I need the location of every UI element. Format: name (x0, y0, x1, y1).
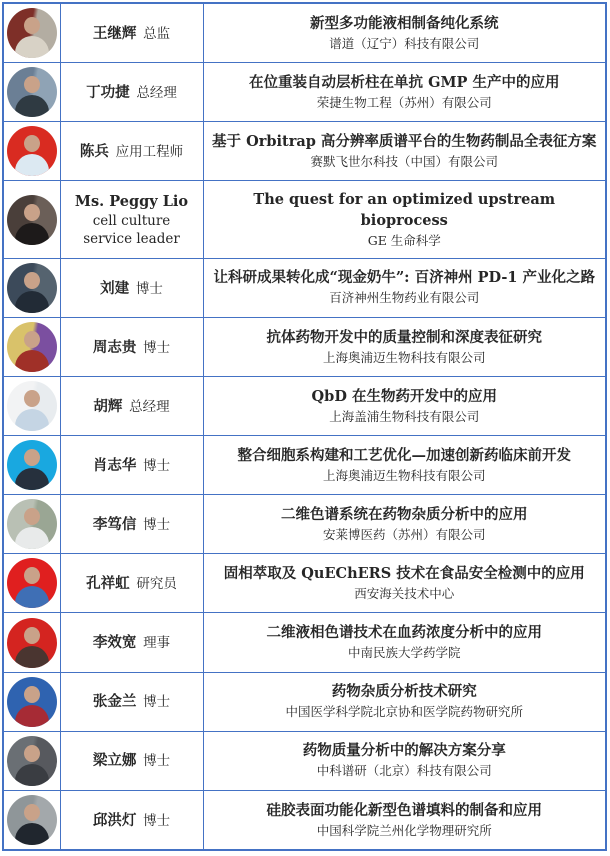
speaker-cell (60, 672, 203, 731)
speaker-cell (60, 63, 203, 122)
talk-cell (203, 790, 606, 850)
talk-title: 二维色谱系统在药物杂质分析中的应用 (281, 505, 528, 523)
person-head-icon (24, 17, 40, 34)
person-torso-icon (15, 291, 49, 313)
organization: 中科谱研（北京）科技有限公司 (316, 763, 492, 779)
speaker-cell (60, 731, 203, 790)
talk-cell (203, 436, 606, 495)
speaker-cell (60, 258, 203, 317)
speaker-photo (7, 440, 57, 490)
person-head-icon (24, 390, 40, 407)
speaker-table (2, 2, 607, 851)
table-row (3, 672, 606, 731)
speaker-job: 博士 (143, 339, 171, 356)
talk-cell (203, 613, 606, 672)
person-torso-icon (15, 823, 49, 845)
organization: 中国科学院兰州化学物理研究所 (316, 822, 492, 838)
speaker-photo (7, 381, 57, 431)
table-row (3, 436, 606, 495)
person-torso-icon (15, 646, 49, 668)
organization: 赛默飞世尔科技（中国）有限公司 (310, 153, 498, 169)
speaker-cell (60, 613, 203, 672)
speaker-cell (60, 436, 203, 495)
organization: 百济神州生物药业有限公司 (329, 290, 480, 306)
speaker-job: 研究员 (136, 576, 177, 593)
person-torso-icon (15, 409, 49, 431)
talk-title: 固相萃取及 QuEChERS 技术在食品安全检测中的应用 (223, 565, 585, 583)
photo-cell (3, 731, 60, 790)
table-row (3, 790, 606, 850)
organization: 荣捷生物工程（苏州）有限公司 (316, 94, 492, 110)
person-head-icon (24, 627, 40, 644)
table-row (3, 63, 606, 122)
person-torso-icon (15, 154, 49, 176)
speaker-cell (60, 181, 203, 258)
person-torso-icon (15, 527, 49, 549)
photo-cell (3, 554, 60, 613)
talk-title: 新型多功能液相制备纯化系统 (310, 14, 499, 32)
speaker-cell (60, 122, 203, 181)
person-head-icon (24, 567, 40, 584)
table-row (3, 554, 606, 613)
speaker-name: 王继辉 (92, 24, 137, 42)
speaker-job: 博士 (143, 694, 171, 711)
table-row (3, 3, 606, 63)
speaker-job: 博士 (135, 280, 163, 297)
talk-title: 基于 Orbitrap 高分辨率质谱平台的生物药制品全表征方案 (212, 132, 597, 150)
speaker-job: 博士 (143, 517, 171, 533)
speaker-photo (7, 195, 57, 245)
speaker-name: 刘建 (100, 279, 130, 297)
organization: 中南民族大学药学院 (347, 645, 461, 661)
speaker-name: 周志贵 (92, 338, 137, 356)
speaker-photo (7, 558, 57, 608)
talk-title: QbD 在生物药开发中的应用 (311, 387, 497, 405)
talk-cell (203, 258, 606, 317)
speaker-job: 总经理 (129, 398, 170, 415)
speaker-name: 李笃信 (92, 516, 137, 533)
person-torso-icon (15, 95, 49, 117)
person-torso-icon (15, 468, 49, 490)
organization: 上海盖浦生物科技有限公司 (329, 408, 480, 424)
photo-cell (3, 613, 60, 672)
photo-cell (3, 317, 60, 376)
speaker-name: 张金兰 (92, 693, 137, 711)
talk-title: The quest for an optimized upstream bioprocess (253, 190, 556, 229)
table-row (3, 317, 606, 376)
speaker-name: 李效宽 (92, 634, 137, 652)
speaker-name: 梁立娜 (92, 752, 137, 770)
person-torso-icon (15, 586, 49, 608)
organization: GE 生命科学 (367, 232, 441, 248)
speaker-photo (7, 795, 57, 845)
talk-cell (203, 63, 606, 122)
talk-title: 让科研成果转化成“现金奶牛”: 百济神州 PD-1 产业化之路 (213, 269, 596, 287)
talk-cell (203, 377, 606, 436)
person-torso-icon (15, 350, 49, 372)
speaker-photo (7, 263, 57, 313)
talk-cell (203, 317, 606, 376)
speaker-job: cell culture service leader (83, 212, 180, 247)
photo-cell (3, 181, 60, 258)
table-row (3, 258, 606, 317)
speaker-name: 邱洪灯 (92, 811, 137, 829)
speaker-photo (7, 126, 57, 176)
talk-cell (203, 495, 606, 554)
speaker-name: Ms. Peggy Lio (74, 193, 189, 211)
talk-title: 二维液相色谱技术在血药浓度分析中的应用 (266, 624, 542, 642)
photo-cell (3, 122, 60, 181)
table-row (3, 181, 606, 258)
speaker-name: 丁功捷 (86, 83, 130, 101)
speaker-job: 总监 (143, 25, 171, 42)
talk-title: 在位重装自动层析柱在单抗 GMP 生产中的应用 (249, 73, 560, 91)
talk-cell (203, 3, 606, 63)
person-head-icon (24, 686, 40, 703)
photo-cell (3, 3, 60, 63)
photo-cell (3, 63, 60, 122)
table-row (3, 122, 606, 181)
speaker-photo (7, 736, 57, 786)
speaker-cell (60, 495, 203, 554)
organization: 中国医学科学院北京协和医学院药物研究所 (285, 704, 523, 720)
photo-cell (3, 436, 60, 495)
table-row (3, 377, 606, 436)
speaker-name: 胡辉 (93, 397, 123, 415)
organization: 安莱博医药（苏州）有限公司 (322, 526, 486, 542)
talk-title: 硅胶表面功能化新型色谱填料的制备和应用 (266, 801, 542, 819)
person-head-icon (24, 804, 40, 821)
speaker-cell (60, 317, 203, 376)
speaker-job: 应用工程师 (115, 144, 184, 161)
person-head-icon (24, 135, 40, 152)
speaker-cell (60, 3, 203, 63)
talk-cell (203, 554, 606, 613)
organization: 西安海关技术中心 (354, 586, 455, 602)
photo-cell (3, 672, 60, 731)
organization: 谱道（辽宁）科技有限公司 (329, 35, 480, 51)
talk-title: 药物质量分析中的解决方案分享 (302, 742, 506, 760)
speaker-job: 博士 (143, 812, 171, 829)
speaker-job: 博士 (143, 753, 171, 770)
speaker-cell (60, 377, 203, 436)
speaker-cell (60, 554, 203, 613)
talk-cell (203, 672, 606, 731)
speaker-photo (7, 499, 57, 549)
speaker-name: 孔祥虹 (86, 575, 130, 593)
person-torso-icon (15, 764, 49, 786)
talk-title: 抗体药物开发中的质量控制和深度表征研究 (266, 328, 542, 346)
talk-title: 药物杂质分析技术研究 (331, 683, 477, 701)
person-torso-icon (15, 223, 49, 245)
person-torso-icon (15, 705, 49, 727)
person-head-icon (24, 508, 40, 525)
talk-cell (203, 731, 606, 790)
photo-cell (3, 377, 60, 436)
speaker-job: 总经理 (136, 84, 177, 101)
person-head-icon (24, 204, 40, 221)
table-row (3, 495, 606, 554)
speaker-photo (7, 322, 57, 372)
person-torso-icon (15, 36, 49, 58)
photo-cell (3, 258, 60, 317)
speaker-photo (7, 67, 57, 117)
speaker-cell (60, 790, 203, 850)
speaker-name: 陈兵 (79, 143, 109, 161)
speaker-photo (7, 8, 57, 58)
talk-cell (203, 181, 606, 258)
photo-cell (3, 495, 60, 554)
table-row (3, 731, 606, 790)
speaker-photo (7, 618, 57, 668)
organization: 上海奥浦迈生物科技有限公司 (322, 349, 486, 365)
organization: 上海奥浦迈生物科技有限公司 (322, 467, 486, 483)
person-head-icon (24, 745, 40, 762)
speaker-job: 博士 (143, 457, 171, 474)
speaker-photo (7, 677, 57, 727)
person-head-icon (24, 76, 40, 93)
speaker-name: 肖志华 (92, 456, 137, 474)
person-head-icon (24, 272, 40, 289)
table-row (3, 613, 606, 672)
talk-title: 整合细胞系构建和工艺优化—加速创新药临床前开发 (237, 446, 571, 464)
person-head-icon (24, 449, 40, 466)
person-head-icon (24, 331, 40, 348)
speaker-job: 理事 (143, 635, 171, 652)
talk-cell (203, 122, 606, 181)
photo-cell (3, 790, 60, 850)
